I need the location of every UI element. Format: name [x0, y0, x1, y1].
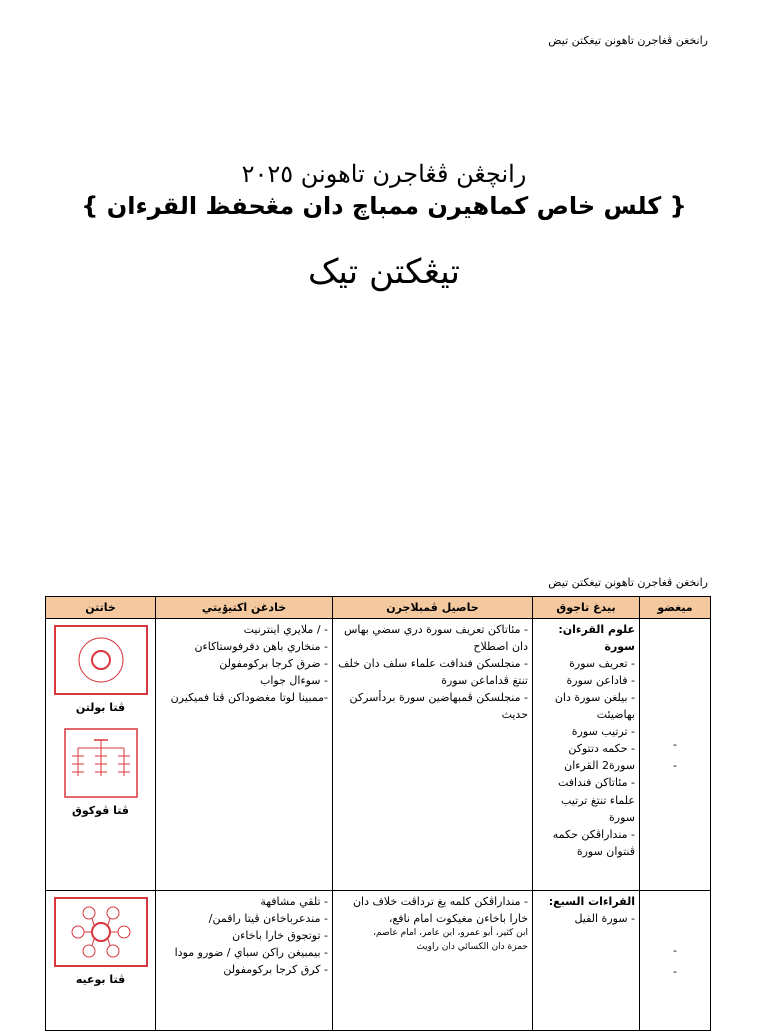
activity-line: - كرق كرجا بركومفولن	[223, 963, 328, 977]
topic-line: - بيلغن سورة دان بهاضيئت	[554, 691, 635, 722]
table-header-row	[46, 597, 711, 619]
week-cell	[640, 619, 711, 891]
note-item	[50, 728, 151, 819]
activity-cell	[156, 619, 333, 891]
outcome-line: حمزة دان الكسائي دان راويث	[416, 942, 528, 953]
document-title-level: تيڠكتن تيک	[307, 252, 460, 292]
week-mark: -	[673, 758, 677, 772]
note-label: ڤتا ڤوكوق	[72, 804, 129, 818]
activity-line: - بيمبيغن راكن سباي / ضورو مودا	[174, 946, 328, 960]
outcome-line: - منداراڤكن كلمه يغ ترداڤت خلاف دان خارا باخاءن مغيكوت امام نافع،	[352, 895, 528, 926]
outcome-cell	[333, 619, 533, 891]
topic-line: - مئاتاكن فندافت علماء تنتغ ترتيب سورة	[557, 776, 635, 824]
topic-line: - سورة الفيل	[574, 912, 635, 926]
header-topic: بيدغ تاجوق	[533, 597, 640, 619]
yearly-plan-table	[45, 596, 711, 1031]
activity-line: - سوءال جواب	[260, 674, 328, 688]
topic-line: - ترتيب سورة	[571, 725, 635, 739]
header-activity: خادغن اكتيۏيتي	[156, 597, 333, 619]
topic-line: - منداراڤكن حكمه ڤنتوان سورة	[552, 827, 635, 858]
outcome-line: - منجلسكن فندافت علماء سلف دان خلف تنتغ ڤداماعن سورة	[338, 657, 528, 688]
week-mark: -	[673, 943, 677, 957]
activity-line: - تلقي مشافهة	[260, 895, 328, 909]
topic-title: علوم القرءان: سورة	[558, 623, 635, 654]
topic-line: - فاداعن سورة	[566, 674, 635, 688]
topic-cell	[533, 891, 640, 1031]
note-item	[50, 625, 151, 716]
table-row	[46, 619, 711, 891]
activity-line: - منخاري باهن دفرفوستاكاءن	[194, 640, 328, 654]
note-label: ڤتا بوعيه	[75, 973, 126, 987]
page-header: رانخغن ڤغاجرن تاهونن تيغكتن تيض	[548, 34, 708, 47]
activity-line: - ضرق كرجا بركومفولن	[219, 657, 328, 671]
outcome-line: - منجلسكن ڤمبهاضين سورة بردأسركن حديث	[349, 691, 528, 722]
tree-map-icon	[64, 728, 138, 798]
activity-line: - مندعرباخاءن ڤيتا راقمن/	[208, 912, 328, 926]
header-outcome: حاصيل ڤمبلاجرن	[333, 597, 533, 619]
activity-cell	[156, 891, 333, 1031]
outcome-line: ابن كثير، أبو عمرو، ابن عامر، امام عاصم،	[373, 928, 528, 939]
note-cell	[46, 619, 156, 891]
week-mark: -	[673, 737, 677, 751]
header-note: خاتتن	[46, 597, 156, 619]
circle-map-icon	[54, 625, 148, 695]
bubble-map-icon	[54, 897, 148, 967]
activity-line: - / ملايري اينترنيت	[243, 623, 328, 637]
week-cell	[640, 891, 711, 1031]
activity-line: -ممبينا لوتا مغضوداكن ڤتا فميكيرن	[170, 691, 328, 705]
topic-title: القراءات السبع:	[548, 895, 635, 909]
topic-cell	[533, 619, 640, 891]
header-week: ميغضو	[640, 597, 711, 619]
note-label: ڤتا بولتن	[75, 701, 126, 715]
document-title-class: { كلس خاص كماهيرن ممباچ دان مڠحفظ القرءان }	[81, 192, 687, 220]
outcome-cell	[333, 891, 533, 1031]
week-mark: -	[673, 964, 677, 978]
topic-line: - تعريف سورة	[569, 657, 635, 671]
note-item	[50, 897, 151, 988]
table-row	[46, 891, 711, 1031]
topic-line: - حكمه دتتوكن سورة2 القرءان	[564, 742, 635, 773]
note-cell	[46, 891, 156, 1031]
document-title-year: رانچڠن ڤڠاجرن تاهونن ٢٠٢٥	[241, 160, 527, 188]
outcome-line: - مئاتاكن تعريف سورة دري سضي بهاس دان اصطلاح	[343, 623, 528, 654]
activity-line: - توتجوق خارا باخاءن	[232, 929, 328, 943]
table-caption: رانخغن ڤغاجرن تاهونن تيغكتن تيض	[548, 576, 708, 589]
